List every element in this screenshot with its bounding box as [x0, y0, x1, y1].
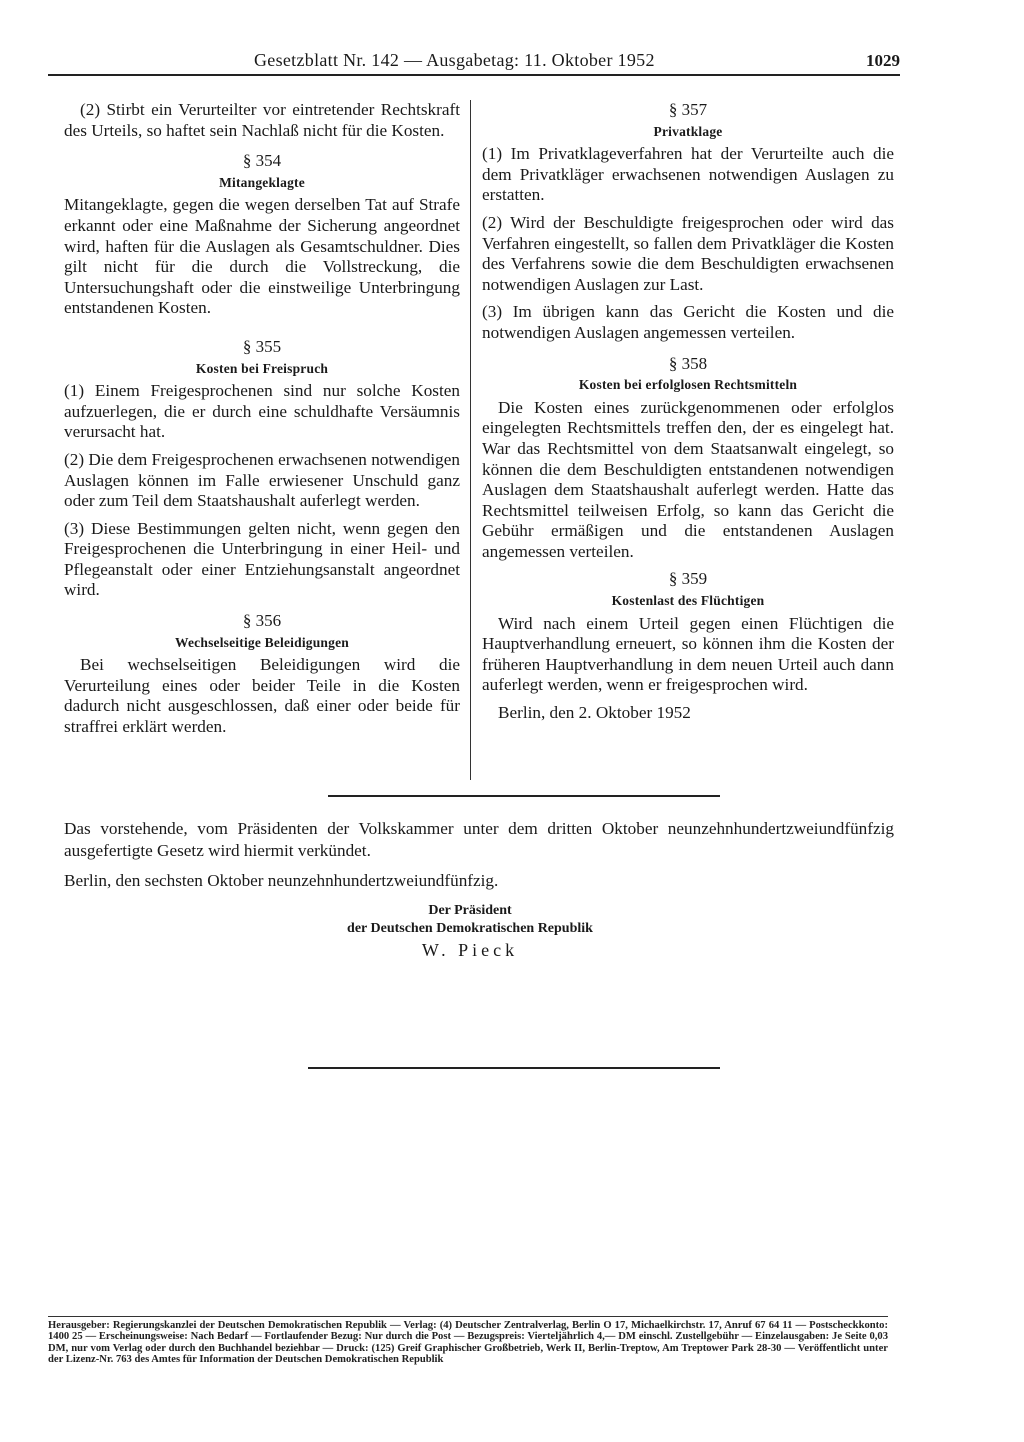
- section-title-355: Kosten bei Freispruch: [195, 360, 329, 376]
- signature-block: [250, 902, 690, 961]
- right-column: [482, 100, 894, 731]
- promulgation-place-date: Berlin, den sechsten Oktober neunzehnhundertzweiundfünfzig.: [64, 871, 499, 890]
- left-column: [64, 100, 460, 745]
- section-title-357: Privatklage: [653, 123, 723, 139]
- imprint-divider: [48, 1316, 888, 1317]
- signature-title-line-1: Der Präsident: [428, 903, 512, 918]
- section-title-358: Kosten bei erfolglosen Rechtsmitteln: [578, 377, 798, 393]
- section-number-357: § 357: [668, 100, 708, 119]
- section-title-356: Wechselseitige Beleidigungen: [175, 634, 349, 650]
- column-divider: [470, 100, 471, 780]
- section-357-para-2: (2) Wird der Beschuldigte freigesprochen oder wird das Verfahren eingestellt, so fallen dem Privatkläger die Kosten des Verfahrens sowie die dem Beschuldigten erwachsenen notwendigen Auslagen zur Last.: [482, 212, 894, 294]
- section-355-para-3: (3) Diese Bestimmungen gelten nicht, wenn gegen den Freigesprochenen die Unterbringung in einer Heil- und Pflegeanstalt oder einer Entziehungsanstalt angeordnet wird.: [64, 518, 460, 600]
- law-date-line: Berlin, den 2. Oktober 1952: [498, 703, 691, 723]
- paragraph-intro: (2) Stirbt ein Verurteilter vor eintretender Rechtskraft des Urteils, so haftet sein Nachlaß nicht für die Kosten.: [64, 100, 460, 140]
- section-number-354: § 354: [242, 151, 282, 171]
- section-357-para-3: (3) Im übrigen kann das Gericht die Kosten und die notwendigen Auslagen angemessen verteilen.: [482, 302, 894, 342]
- section-356-text: Bei wechselseitigen Beleidigungen wird die Verurteilung eines oder beider Teile in die Kosten dadurch nicht ausgeschlossen, daß einer oder beide für straffrei erklärt werden.: [64, 655, 460, 737]
- header-title: Gesetzblatt Nr. 142 — Ausgabetag: 11. Oktober 1952: [254, 50, 655, 70]
- section-359-text: Wird nach einem Urteil gegen einen Flüchtigen die Hauptverhandlung erneuert, so können ihm die Kosten der früheren Hauptverhandlung in dem neuen Urteil auch dann auferlegt werden, wenn er freigesprochen wird.: [482, 613, 894, 695]
- section-number-355: § 355: [242, 336, 282, 356]
- section-title-359: Kostenlast des Flüchtigen: [611, 593, 765, 609]
- signature-name: W. Pieck: [421, 940, 519, 960]
- end-divider: [308, 1067, 720, 1069]
- section-end-divider: [328, 795, 720, 797]
- section-354-text: Mitangeklagte, gegen die wegen derselben Tat auf Strafe erkannt oder eine Maßnahme der Sicherung angeordnet wird, haften für die Auslagen als Gesamtschuldner. Dies gilt nicht für die durch die Vollstreckung, die Untersuchungshaft oder die einstweilige Unterbringung entstandenen Kosten.: [64, 195, 460, 318]
- section-number-356: § 356: [242, 611, 282, 631]
- section-355-para-1: (1) Einem Freigesprochenen sind nur solche Kosten aufzuerlegen, die er durch eine schuldhafte Versäumnis verursacht hat.: [64, 381, 460, 442]
- signature-title-line-2: der Deutschen Demokratischen Republik: [347, 921, 593, 936]
- section-title-354: Mitangeklagte: [219, 174, 305, 190]
- section-number-359: § 359: [668, 569, 708, 589]
- promulgation-text: Das vorstehende, vom Präsidenten der Volkskammer unter dem dritten Oktober neunzehnhundertzweiundfünfzig ausgefertigte Gesetz wird hiermit verkündet.: [64, 819, 894, 860]
- publisher-imprint: Herausgeber: Regierungskanzlei der Deutschen Demokratischen Republik — Verlag: (4) Deutscher Zentralverlag, Berlin O 17, Michaelkirchstr. 17, Anruf 67 64 11 — Postscheckkonto: 1400 25 — Erscheinungsweise: Nach Bedarf — Fortlaufender Bezug: Nur durch die Post — Bezugspreis: Vierteljährlich 4,— DM einschl. Zustellgebühr — Einzelausgaben: Je Seite 0,03 DM, nur vom Verlag oder durch den Buchhandel beziehbar — Druck: (125) Greif Graphischer Großbetrieb, Werk II, Berlin-Treptow, Am Treptower Park 28-30 — Veröffentlicht unter der Lizenz-Nr. 763 des Amtes für Information der Deutschen Demokratischen Republik: [48, 1320, 888, 1366]
- page-number: 1029: [866, 51, 900, 70]
- section-355-para-2: (2) Die dem Freigesprochenen erwachsenen notwendigen Auslagen können im Falle erwiesener Unschuld ganz oder zum Teil dem Staatshaushalt auferlegt werden.: [64, 449, 460, 511]
- section-358-text: Die Kosten eines zurückgenommenen oder erfolglos eingelegten Rechtsmittels treffen den, der es eingelegt hat. War das Rechtsmittel von dem Staatsanwalt eingelegt, so können die dem Beschuldigten entstandenen notwendigen Auslagen dem Staatshaushalt auferlegt werden. Hatte das Rechtsmittel teilweisen Erfolg, so kann das Gericht die Gebühr ermäßigen und die entstandenen Auslagen angemessen verteilen.: [482, 397, 894, 561]
- promulgation-notice: [64, 818, 894, 900]
- header-divider: [48, 74, 900, 76]
- section-357-para-1: (1) Im Privatklageverfahren hat der Verurteilte auch die dem Privatkläger erwachsenen notwendigen Auslagen zu erstatten.: [482, 144, 894, 205]
- section-number-358: § 358: [668, 353, 708, 373]
